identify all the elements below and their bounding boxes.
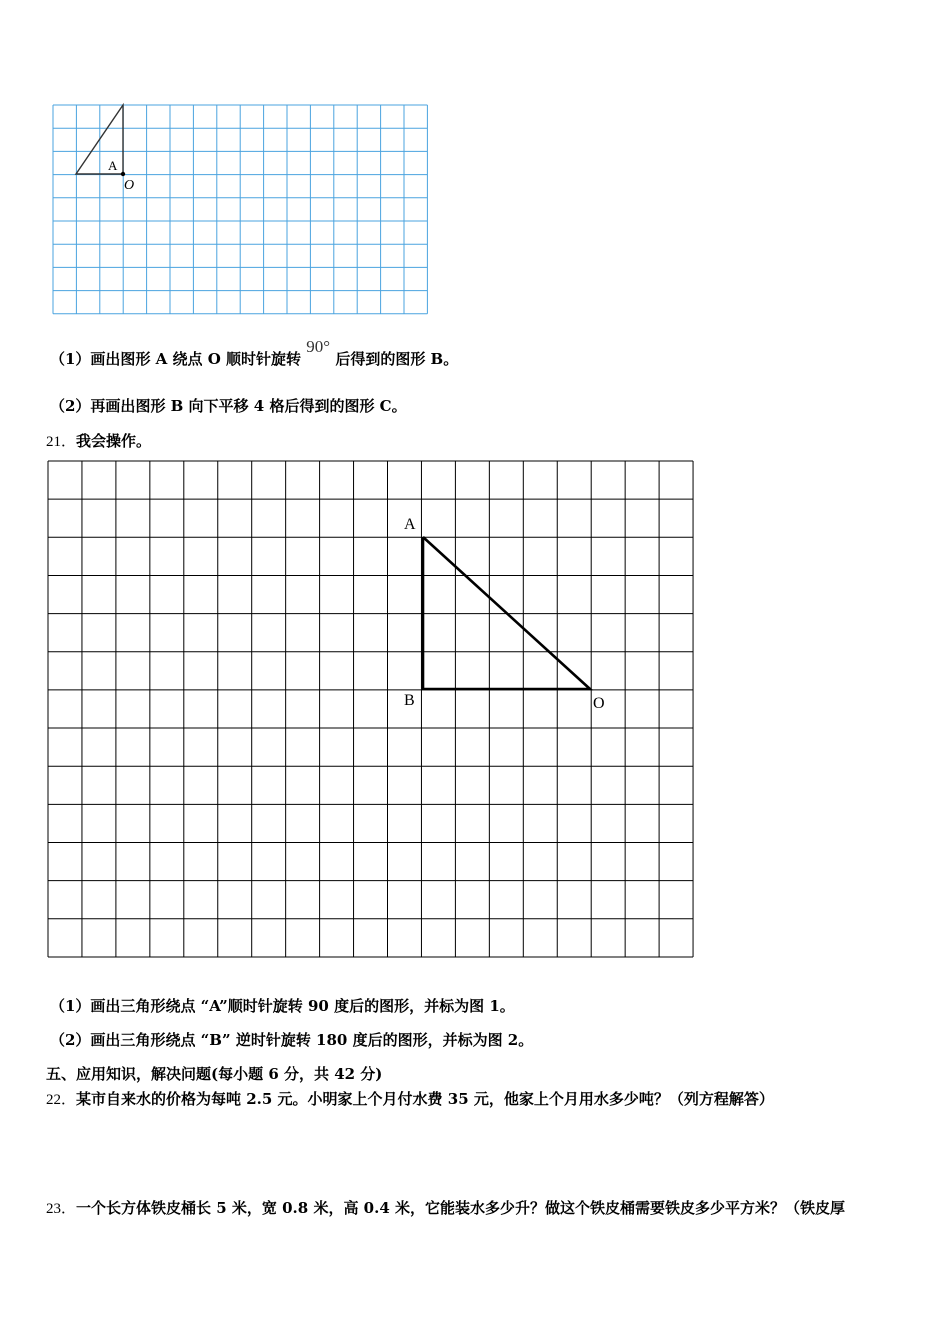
label-a-q20: A bbox=[108, 158, 118, 173]
q23-text: 一个长方体铁皮桶长 5 米，宽 0.8 米，高 0.4 米，它能装水多少升？做这个铁皮桶需要铁皮多少平方米？（铁皮厚 bbox=[76, 1199, 845, 1217]
section5-heading: 五、应用知识，解决问题(每小题 6 分，共 42 分) bbox=[46, 1065, 383, 1083]
q20-sub1-before: （1）画出图形 A 绕点 O 顺时针旋转 bbox=[50, 350, 302, 368]
q20-sub1-angle: 90° bbox=[306, 337, 331, 356]
q21-title-text: 我会操作。 bbox=[76, 432, 152, 450]
q22 bbox=[46, 1088, 774, 1109]
label-o-q20: O bbox=[124, 178, 135, 193]
rotation-grid-q20 bbox=[50, 103, 430, 317]
triangle-abo-q21 bbox=[423, 537, 590, 689]
q22-text: 某市自来水的价格为每吨 2.5 元。小明家上个月付水费 35 元，他家上个月用水多少吨？（列方程解答） bbox=[76, 1090, 774, 1108]
point-o-q20 bbox=[121, 172, 125, 176]
label-a-q21: A bbox=[404, 516, 416, 533]
q21-number: 21． bbox=[46, 434, 77, 450]
q20-sub1 bbox=[50, 337, 459, 369]
label-b-q21: B bbox=[404, 692, 415, 709]
q22-number: 22． bbox=[46, 1092, 77, 1108]
q23 bbox=[46, 1197, 845, 1218]
q21-sub2: （2）画出三角形绕点 “B” 逆时针旋转 180 度后的图形，并标为图 2。 bbox=[50, 1031, 534, 1049]
q23-number: 23． bbox=[46, 1201, 77, 1217]
label-o-q21: O bbox=[593, 695, 605, 712]
q20-sub2: （2）再画出图形 B 向下平移 4 格后得到的图形 C。 bbox=[50, 397, 407, 415]
q21-title bbox=[46, 430, 151, 451]
q21-sub1: （1）画出三角形绕点 “A”顺时针旋转 90 度后的图形，并标为图 1。 bbox=[50, 997, 515, 1015]
q20-sub1-after: 后得到的图形 B。 bbox=[335, 350, 459, 368]
rotation-grid-q21 bbox=[47, 460, 695, 958]
